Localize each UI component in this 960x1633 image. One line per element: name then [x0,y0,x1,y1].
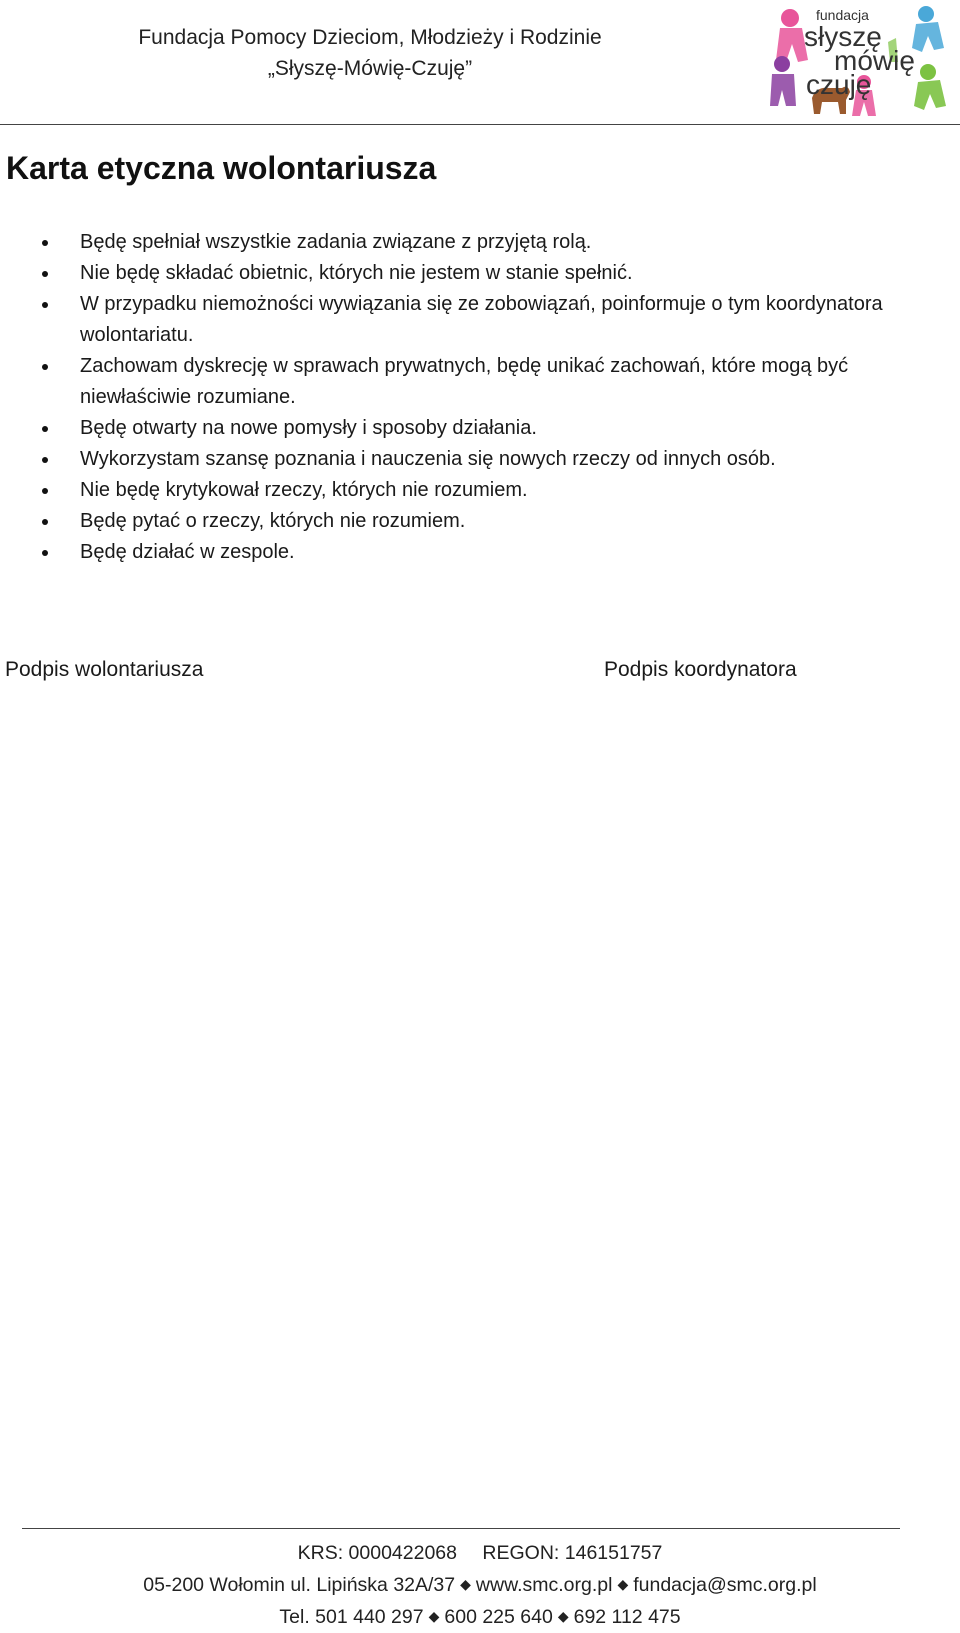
rule-item: Nie będę składać obietnic, których nie jestem w stanie spełnić. [0,258,940,289]
volunteer-signature-label: Podpis wolontariusza [5,658,204,681]
logo-word-mowie: mówię [834,45,915,76]
rule-item: Będę otwarty na nowe pomysły i sposoby działania. [0,413,940,444]
footer-contact [0,1569,960,1601]
header-divider [0,124,960,125]
website-link[interactable]: www.smc.org.pl [475,1574,613,1596]
rule-item: Zachowam dyskrecję w sprawach prywatnych, będę unikać zachowań, które mogą być niewłaściwie rozumiane. [0,351,940,413]
diamond-separator-icon: ◆ [460,1576,471,1592]
logo-word-slysze: słyszę [804,21,882,52]
regon-number: REGON: 146151757 [482,1542,663,1564]
phone-1: Tel. 501 440 297 [279,1606,424,1628]
footer [0,1538,960,1633]
rule-item: Będę pytać o rzeczy, których nie rozumiem. [0,506,940,537]
header-foundation-name [0,22,740,84]
footer-phones [0,1601,960,1633]
email-link[interactable]: fundacja@smc.org.pl [633,1574,817,1596]
diamond-separator-icon: ◆ [428,1608,440,1624]
footer-divider [22,1528,900,1529]
document-title: Karta etyczna wolontariusza [6,150,437,186]
krs-number: KRS: 0000422068 [297,1542,457,1564]
address: 05-200 Wołomin ul. Lipińska 32A/37 [143,1574,456,1596]
rule-item: Będę spełniał wszystkie zadania związane z przyjętą rolą. [0,227,940,258]
logo-word-czuje: czuję [806,69,872,100]
diamond-separator-icon: ◆ [557,1608,569,1624]
phone-2: 600 225 640 [444,1606,553,1628]
header-line-1: Fundacja Pomocy Dzieciom, Młodzieży i Rodzinie [138,26,602,49]
ethics-rules-list [0,227,940,568]
phone-3: 692 112 475 [573,1606,681,1628]
rule-item: Wykorzystam szansę poznania i nauczenia się nowych rzeczy od innych osób. [0,444,940,475]
rule-item: W przypadku niemożności wywiązania się ze zobowiązań, poinformuje o tym koordynatora wolontariatu. [0,289,940,351]
diamond-separator-icon: ◆ [617,1576,629,1592]
rule-item: Nie będę krytykował rzeczy, których nie rozumiem. [0,475,940,506]
foundation-logo [768,2,954,120]
rule-item: Będę działać w zespole. [0,537,940,568]
header-line-2: „Słyszę-Mówię-Czuję” [267,57,473,80]
coordinator-signature-label: Podpis koordynatora [604,658,797,681]
logo-word-fundacja: fundacja [816,7,869,23]
footer-registration [0,1538,960,1569]
